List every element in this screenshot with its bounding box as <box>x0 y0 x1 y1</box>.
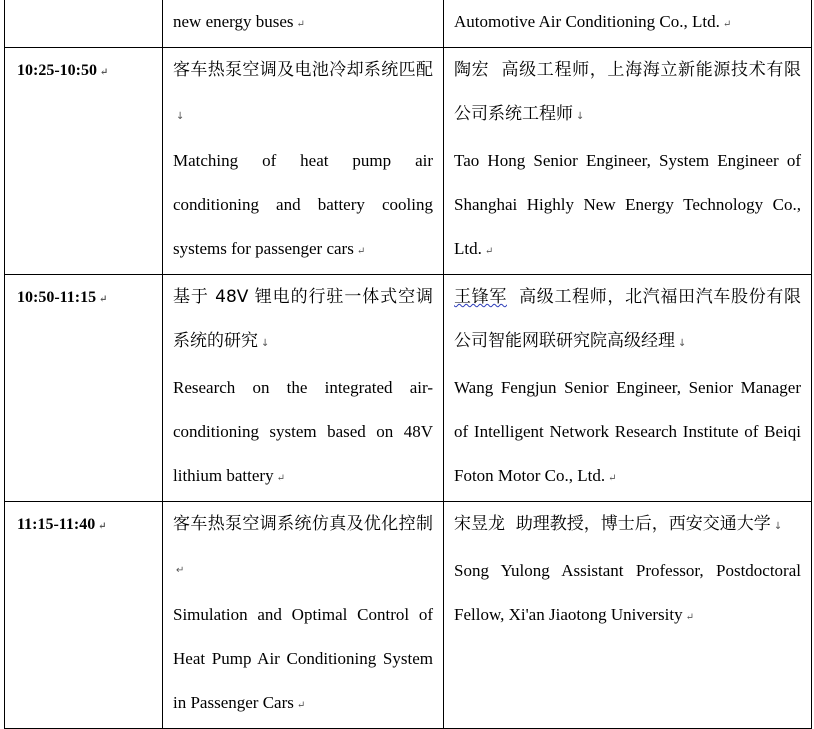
speaker-title-zh: 高级工程师，上海海立新能源技术有限公司系统工程师 <box>454 60 802 124</box>
time-cell <box>5 275 163 502</box>
time-cell <box>5 48 163 275</box>
paragraph-mark: ↵ <box>98 521 107 532</box>
speaker-name-zh: 宋昱龙 <box>454 514 505 534</box>
speaker-name-zh: 王锋军 <box>454 287 507 307</box>
line-mark: ↓ <box>576 111 585 122</box>
session-time: 11:15-11:40 <box>17 516 96 533</box>
topic-en: new energy buses <box>173 12 294 31</box>
table-row <box>5 48 812 275</box>
time-cell <box>5 502 163 729</box>
speaker-en: Song Yulong Assistant Professor, Postdoctoral Fellow, Xi'an Jiaotong University <box>454 561 801 624</box>
speaker-cell <box>444 48 812 275</box>
topic-en: Research on the integrated air-conditioning system based on 48V lithium battery <box>173 378 433 485</box>
table-row <box>5 275 812 502</box>
speaker-cell <box>444 0 812 48</box>
table-row <box>5 502 812 729</box>
line-mark: ↓ <box>261 338 270 349</box>
topic-en: Matching of heat pump air conditioning and battery cooling systems for passenger cars <box>173 151 433 258</box>
paragraph-mark: ↵ <box>356 246 366 257</box>
topic-cell <box>163 48 444 275</box>
paragraph-mark: ↵ <box>484 246 494 257</box>
paragraph-mark: ↵ <box>722 19 732 30</box>
speaker-title-zh: 助理教授，博士后，西安交通大学 <box>515 514 771 534</box>
line-mark: ↓ <box>678 338 687 349</box>
paragraph-mark: ↵ <box>685 612 694 623</box>
paragraph-mark: ↵ <box>296 700 306 711</box>
paragraph-mark: ↵ <box>296 19 305 30</box>
paragraph-mark: ↵ <box>99 294 108 305</box>
topic-en: Simulation and Optimal Control of Heat Pump Air Conditioning System in Passenger Cars <box>173 605 433 712</box>
table-row <box>5 0 812 48</box>
topic-cell <box>163 0 444 48</box>
session-time: 10:25-10:50 <box>17 62 97 79</box>
speaker-en: Wang Fengjun Senior Engineer, Senior Manager of Intelligent Network Research Institute of Beiqi Foton Motor Co., Ltd. <box>454 378 801 485</box>
paragraph-mark: ↵ <box>608 473 617 484</box>
schedule-table <box>4 0 812 729</box>
paragraph-mark: ↵ <box>176 565 185 576</box>
topic-cell <box>163 275 444 502</box>
topic-zh: 客车热泵空调及电池冷却系统匹配 <box>173 60 433 80</box>
session-time: 10:50-11:15 <box>17 289 97 306</box>
speaker-name-zh: 陶宏 <box>454 60 490 80</box>
speaker-cell <box>444 502 812 729</box>
line-mark: ↓ <box>773 521 783 532</box>
topic-zh: 基于 48V 锂电的行驻一体式空调系统的研究 <box>173 287 433 351</box>
paragraph-mark: ↵ <box>276 473 285 484</box>
speaker-cell <box>444 275 812 502</box>
speaker-en: Automotive Air Conditioning Co., Ltd. <box>454 12 720 31</box>
speaker-en: Tao Hong Senior Engineer, System Engineer of Shanghai Highly New Energy Technology Co., Ltd. <box>454 151 801 258</box>
speaker-title-zh: 高级工程师，北汽福田汽车股份有限公司智能网联研究院高级经理 <box>454 287 802 351</box>
topic-cell <box>163 502 444 729</box>
time-cell <box>5 0 163 48</box>
paragraph-mark: ↵ <box>99 67 109 78</box>
topic-zh: 客车热泵空调系统仿真及优化控制 <box>173 514 433 534</box>
line-mark: ↓ <box>176 111 185 122</box>
